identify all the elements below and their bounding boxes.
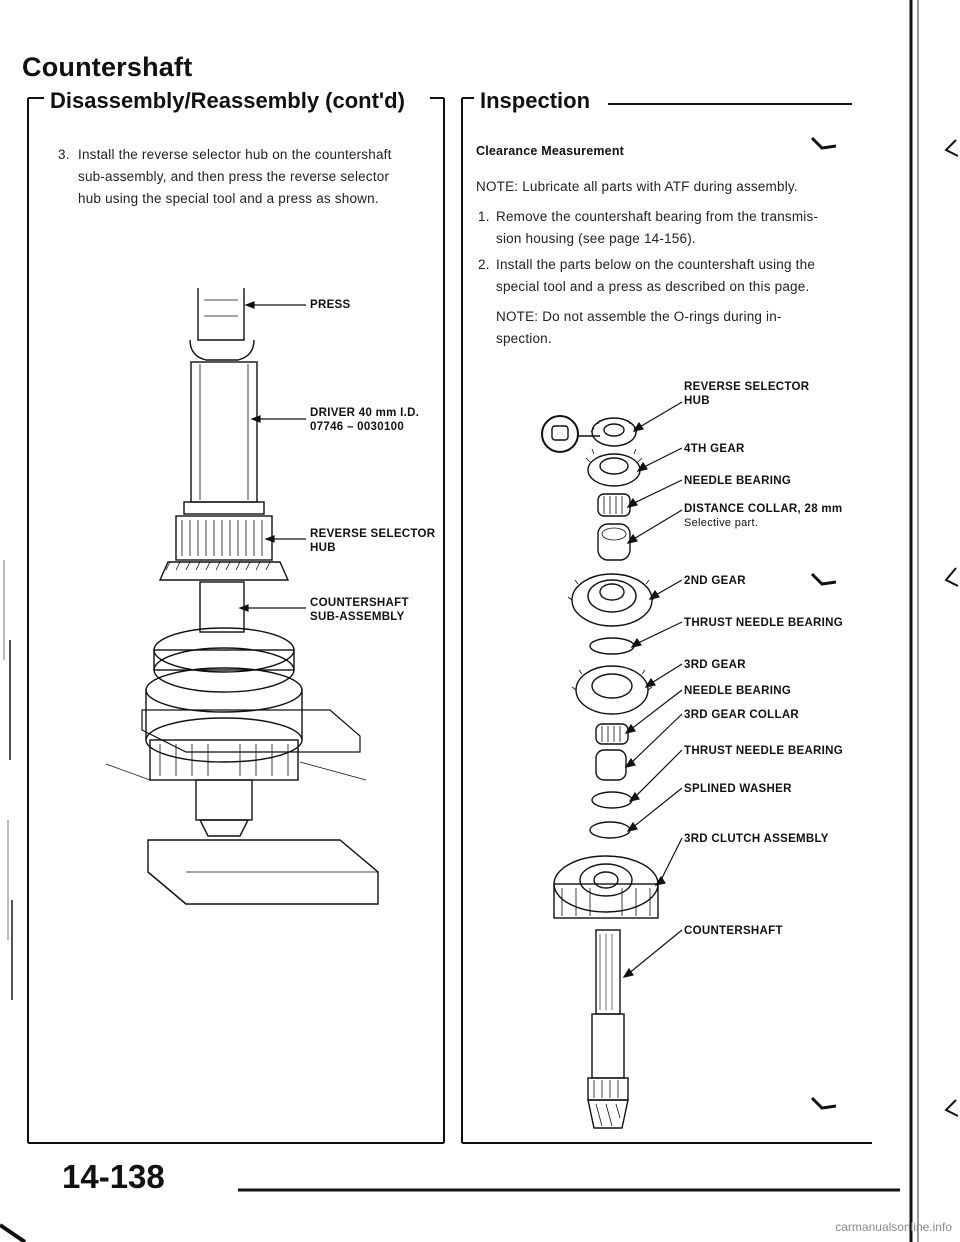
step-line: hub using the special tool and a press as shown. — [78, 191, 379, 206]
part-splined-washer: SPLINED WASHER — [684, 783, 792, 795]
page-number: 14-138 — [62, 1158, 165, 1195]
part-countershaft: COUNTERSHAFT — [684, 925, 783, 937]
part-3rd-gear: 3RD GEAR — [684, 659, 746, 671]
part-needle-bearing: NEEDLE BEARING — [684, 475, 792, 487]
clearance-measurement-heading: Clearance Measurement — [476, 144, 625, 158]
page-title: Countershaft — [22, 52, 193, 82]
part-3rd-gear-collar: 3RD GEAR COLLAR — [684, 709, 800, 721]
part-distance-collar: DISTANCE COLLAR, 28 mm Selective part. — [684, 503, 843, 529]
part-3rd-clutch-assembly: 3RD CLUTCH ASSEMBLY — [684, 833, 829, 845]
left-section-title: Disassembly/Reassembly (cont'd) — [50, 88, 405, 113]
callout-press: PRESS — [310, 299, 351, 311]
step-number: 3. — [58, 147, 70, 162]
part-4th-gear: 4TH GEAR — [684, 443, 745, 455]
part-thrust-needle-bearing-2: THRUST NEEDLE BEARING — [684, 745, 844, 757]
note-o-rings: NOTE: Do not assemble the O-rings during in- spection. — [496, 309, 782, 346]
step2-number: 2. — [478, 257, 490, 272]
part-thrust-needle-bearing: THRUST NEEDLE BEARING — [684, 617, 844, 629]
step1-number: 1. — [478, 209, 490, 224]
step1-text: Remove the countershaft bearing from the transmis- sion housing (see page 14-156). — [496, 209, 819, 246]
step2-text: Install the parts below on the countershaft using the special tool and a press as described on this page. — [496, 257, 816, 294]
step-line: sub-assembly, and then press the reverse selector — [78, 169, 390, 184]
callout-reverse-selector-hub: REVERSE SELECTOR HUB — [310, 528, 436, 554]
callout-countershaft-sub-assembly: COUNTERSHAFT SUB-ASSEMBLY — [310, 597, 409, 623]
part-needle-bearing-2: NEEDLE BEARING — [684, 685, 792, 697]
callout-driver: DRIVER 40 mm I.D. 07746 – 0030100 — [310, 407, 420, 433]
part-reverse-selector-hub: REVERSE SELECTOR HUB — [684, 381, 810, 407]
part-2nd-gear: 2ND GEAR — [684, 575, 746, 587]
step-line: Install the reverse selector hub on the countershaft — [78, 147, 392, 162]
footer-watermark: carmanualsonline.info — [835, 1220, 952, 1234]
right-section-title: Inspection — [480, 88, 591, 113]
note-lubricate: NOTE: Lubricate all parts with ATF during assembly. — [476, 179, 798, 194]
